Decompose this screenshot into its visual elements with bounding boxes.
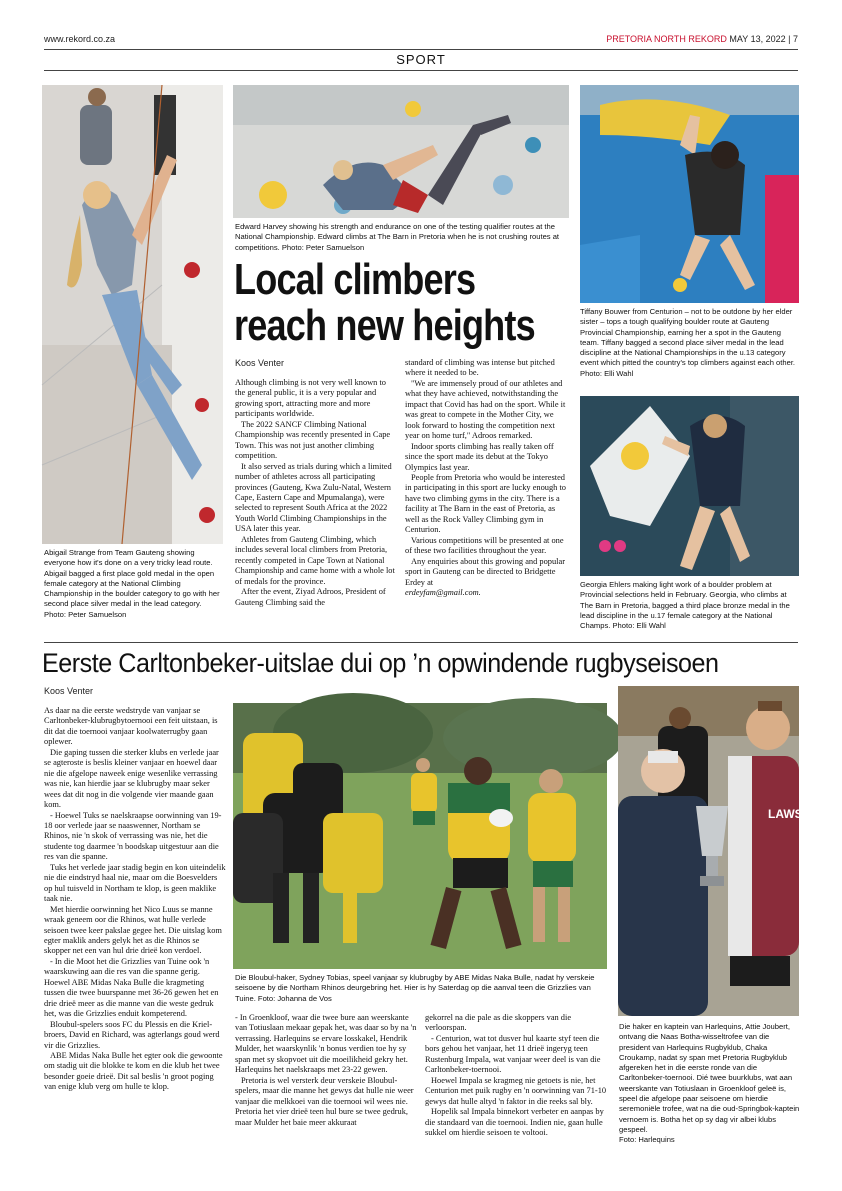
paragraph: gekorrel na die pale as die skoppers van die verloorspan. [425,1013,572,1033]
rugby-action-photo [233,703,607,969]
paragraph: Tuks het verlede jaar stadig begin en kon uiteindelik nie die eindstryd haal nie, maar om die Boesvelders op hul tuisveld in Northam te klop, is geen maklike taak nie. [44,862,226,904]
rugby-photo-icon [233,703,607,969]
trophy-photo-icon [618,686,803,1016]
paragraph: - In die Moot het die Grizzlies van Tuine ook 'n waarskuwing aan die res van die spanne gerig. Hoewel ABE Midas Naka Bulle die kragmeting tussen die twee buurspanne met 36-26 gewen het en drie drieë meer as die manne van die weste gedruk het, was die Grizzlies enduit kompeterend. [44,956,219,1019]
issue-date: MAY 13, 2022 [729,34,786,44]
caption-tiffany-text: Tiffany Bouwer from Centurion – not to be outdone by her elder sister – tops a tough qualifying boulder route at Gauteng Provincial Championship, earning her a spot in the Gauteng team. Tiffany bagged a second place silver medal in the lead discipline at the National Championships in the u.13 category event which pitted the country's top climbers against each other. [580,307,796,368]
byline-climbing: Koos Venter [235,358,285,368]
paragraph: ABE Midas Naka Bulle het egter ook die gewoonte om stadig uit die blokke te kom en die klub het twee besonder goeie drieë. Dit sal beslis 'n groot poging van enige klub verg om hulle te klop. [44,1050,223,1092]
contact-email[interactable]: erdeyfam@gmail.com. [405,587,481,597]
page-header-info [606,34,798,44]
header-separator: | [788,34,791,44]
paragraph: Athletes from Gauteng Climbing, which includes several local climbers from Pretoria, recently competed in Cape Town at National Championship and came home with a whole lot of medals for the province. [235,534,395,586]
section-rule [44,70,798,71]
climber-photo-icon [580,396,799,576]
paragraph: - Centurion, wat tot dusver hul kaarte styf teen die bors gehou het vanjaar, het 11 drieë ingeryg teen Rustenburg Impala, wat vanjaar weer deel is van die Carltonbeker-toernooi. [425,1033,601,1075]
climber-photo-georgia [580,396,799,576]
jersey-text: LAWS [768,807,803,821]
paragraph: Any enquiries about this growing and popular sport in Gauteng can be directed to Bridgette Erdey at [405,556,565,587]
caption-tiffany [580,307,800,379]
caption-rugby-photo: Die Bloubul-haker, Sydney Tobias, speel vanjaar sy klubrugby by ABE Midas Naka Bulle, nadat hy verskeie seisoene by die Northam Rhinos deurgebring het. Hier is hy Saterdag op die aanval teen die Grizzlies van Tuine. Foto: Johanna de Vos [235,973,595,1003]
rugby-column-2 [235,1013,417,1128]
paragraph: Pretoria is wel versterk deur verskeie Bloubul-spelers, maar die manne het gewys dat hulle nie weer vanjaar die melkkoei van die toernooi wil wees nie. Pretoria het vier drieë teen hul bure se twee gedruk, maar Mulder het baie meer akkuraat [235,1075,414,1127]
climber-photo-abigail [42,85,223,544]
climber-photo-tiffany [580,85,799,303]
climbing-column-1 [235,378,398,608]
paragraph: Various competitions will be presented at one of these two facilities throughout the year. [405,535,564,556]
paragraph: standard of climbing was intense but pitched where it needed to be. [405,358,555,378]
caption-trophy [619,1022,800,1146]
paragraph: Die gaping tussen die sterker klubs en verlede jaar se agteroste is beslis kleiner vanjaar en hoewel daar nie die afgelope naweek enige wesenlike verrassing was nie, kan hierdie jaar se klubrugby maar seker wees dat dit nog in die volgende vier maande gaan kom. [44,747,219,810]
climber-photo-icon [233,85,569,218]
paragraph: - In Groenkloof, waar die twee bure aan weerskante van Totiuslaan mekaar gepak het, was daar so by na 'n verrassing. Harlequins se ervare losskakel, Hendrik Mulder, het waarskynlik 'n bonus verdien toe hy sy span met sy skopvoet uit die moeilikheid gekry het. Harlequins het naelskraaps met 23-22 gewen. [235,1013,417,1075]
page-number: 7 [792,34,798,44]
paragraph: It also served as trials during which a limited number of athletes across all participating provinces (Gauteng, Kwa Zulu-Natal, Western Cape, Eastern Cape and Mpumalanga), were selected to represent South Africa at the 2022 Youth World Climbing Championships in the USA later this year. [235,461,392,534]
site-url[interactable]: www.rekord.co.za [44,34,116,44]
paragraph: Indoor sports climbing has really taken off since the sport made its debut at the Tokyo Olympics last year. [405,441,554,472]
paragraph: - Hoewel Tuks se naelskraapse oorwinning van 19-18 oor verlede jaar se naaswenner, Northam se Rhinos, nie 'n skok of verrassing was nie, het die studente tog daarmee 'n boodskap uitgestuur aan die res van die spanne. [44,810,222,862]
caption-trophy-credit: Foto: Harlequins [619,1135,675,1145]
caption-abigail-credit: Photo: Peter Samuelson [44,609,127,619]
section-title: SPORT [396,52,446,67]
caption-georgia: Georgia Ehlers making light work of a boulder problem at Provincial selections held in February. Georgia, who climbs at The Barn in Pretoria, bagged a third place bronze medal in the lead discipline in the u.17 female category at the National Champs. Photo: Elli Wahl [580,580,790,631]
paragraph: Although climbing is not very well known to the general public, it is a very popular and growing sport, attracting more and more participants worldwide. [235,378,386,419]
caption-trophy-text: Die haker en kaptein van Harlequins, Attie Joubert, ontvang die Naas Botha-wisseltrofee van die president van Harlequins Rugbyklub, Chaka Croukamp, nadat sy span met Pretoria Rugbyklub afgereken het in die eerste ronde van die Carltonbeker-toernooi. Dié twee buurklubs, wat aan weerskante van Totiuslaan in Groenkloof geleë is, speel die afgelope paar seisoene om hierdie seremoniële trofee, wat na die oud-Springbok-kaptein vernoem is. Botha het op sy dag vir albei klubs gespeel. [619,1022,800,1134]
headline-climbing-line2: reach new heights [234,301,535,350]
publication-name: PRETORIA NORTH REKORD [606,34,727,44]
paragraph: Bloubul-spelers soos FC du Plessis en die Kriel-broers, David en Richard, was agterlangs goud werd vir die Grizzlies. [44,1019,220,1050]
paragraph: Hoewel Impala se kragmeg nie getoets is nie, het Centurion met puik rugby en 'n oorwinning van 71-10 gewys dat hulle altyd 'n faktor in die reeks sal bly. [425,1075,607,1106]
headline-rugby: Eerste Carltonbeker-uitslae dui op ’n opwindende rugbyseisoen [42,648,719,678]
paragraph: Met hierdie oorwinning het Nico Luus se manne wraak geneem oor die Rhinos, wat hulle verlede seisoen twee keer pakslae gegee het. Die uitslag kom egter maklik anders gelyk het as die Rhinos se skopper net een van hul drie drieë kon verdoel. [44,904,222,956]
paragraph: The 2022 SANCF Climbing National Championship was recently presented in Cape Town. This was not just another climbing competition. [235,419,391,461]
climber-photo-edward [233,85,569,218]
paragraph: After the event, Ziyad Adroos, President of Gauteng Climbing said the [235,587,386,607]
caption-abigail [44,548,226,620]
header-rule [44,49,798,50]
byline-rugby: Koos Venter [44,686,94,696]
trophy-presentation-photo [618,686,803,1016]
rugby-column-1 [44,706,226,1093]
climber-photo-icon [580,85,799,303]
paragraph: As daar na die eerste wedstryde van vanjaar se Carltonbeker-klubrugbytoernooi een feit uitstaan, is dit dat die toernooi vanjaar koolwaterrugby gaan oplewer. [44,706,218,747]
story-divider [44,642,798,643]
paragraph: "We are immensely proud of our athletes and what they have achieved, notwithstanding the impact that Covid has had on the sport. While it was great to compete in the Mother City, we look forward to hosting the competition next year on home turf," Adroos remarked. [405,378,566,441]
rugby-column-3 [425,1013,607,1138]
climber-photo-icon [42,85,223,544]
headline-climbing-line1: Local climbers [234,255,476,304]
caption-edward: Edward Harvey showing his strength and endurance on one of the testing qualifier routes at the National Championship. Edward climbs at The Barn in Pretoria when he is not crushing routes at competitions. Photo: Peter Samuelson [235,222,560,252]
caption-abigail-text: Abigail Strange from Team Gauteng showing everyone how it's done on a very tricky lead route. Abigail bagged a first place gold medal in the open female category at the National Climbing Championship in the boulder category to go with her second place silver medal in the lead category. [44,548,220,609]
paragraph: People from Pretoria who would be interested in participating in this sport are lucky enough to have two climbing gyms in the city. There is a facility at The Barn in the east of Pretoria, as well as the Rock Valley Climbing gym in Centurion. [405,472,566,535]
paragraph: Hopelik sal Impala binnekort verbeter en aanpas by die standaard van die toernooi. Indien nie, gaan hulle sukkel om hierdie seisoen te voltooi. [425,1107,604,1137]
caption-tiffany-credit: Photo: Elli Wahl [580,368,634,378]
climbing-column-2 [405,358,570,598]
